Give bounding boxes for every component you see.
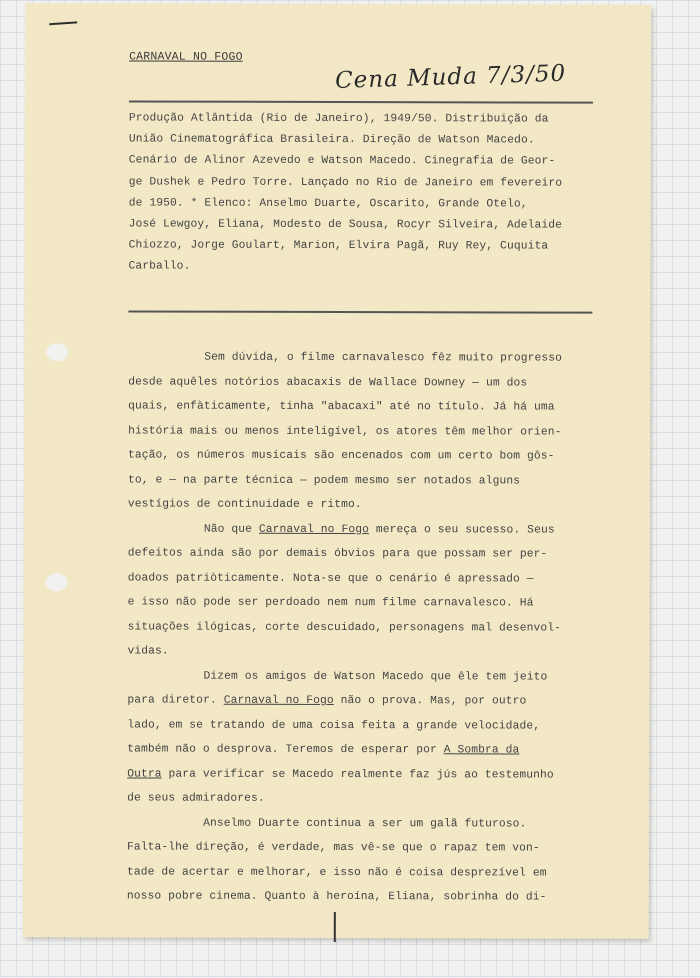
body-line: vidas. [127,645,169,658]
body-line: lado, em se tratando de uma coisa feita a grande velocidade, [127,718,541,733]
body-line: Dizem os amigos de Watson Macedo que êle tem jeito [203,670,548,684]
handwritten-note: Cena Muda 7/3/50 [334,60,567,95]
credits-line: Produção Atlântida (Rio de Janeiro), 1949/50. Distribuição da [128,112,549,126]
credits-line: Carballo. [128,260,191,274]
credits-line: União Cinematográfica Brasileira. Direção de Watson Macedo. [128,133,535,147]
top-rule [129,100,593,103]
text-span: também não o desprova. Teremos de esperar por [127,743,444,757]
body-line: história mais ou menos inteligível, os atores têm melhor orien- [128,424,562,439]
body-line: e isso não pode ser perdoado nem num filme carnavalesco. Há [127,596,534,610]
film-title-ref: Outra [127,767,162,781]
pen-mark [49,21,77,25]
film-title-ref: Carnaval no Fogo [258,523,369,536]
punch-hole-top [46,343,68,361]
body-line: desde aquêles notórios abacaxis de Wallace Downey — um dos [128,375,528,389]
punch-hole-bottom [46,573,68,591]
body-line [127,762,607,788]
body-line [128,517,608,543]
pen-stroke [334,912,336,942]
film-title-ref: Carnaval no Fogo [223,694,334,707]
paper-sheet [23,3,651,939]
bottom-rule [128,310,592,313]
review-body [127,345,608,910]
text-span: não o prova. Mas, por outro [333,694,527,708]
body-line: to, e — na parte técnica — podem mesmo ser notados alguns [127,473,521,487]
body-line: quais, enfàticamente, tinha "abacaxi" até no título. Já há uma [128,400,555,414]
document-title: CARNAVAL NO FOGO [129,50,243,64]
body-line [127,737,607,763]
body-line: de seus admiradores. [127,792,265,805]
body-line: tação, os números musicais são encenados com um certo bom gôs- [128,449,555,463]
body-line: tade de acertar e melhorar, e isso não é coisa desprezível em [126,865,547,880]
body-line: nosso pobre cinema. Quanto à heroína, Eliana, sobrinha do di- [126,890,547,904]
body-line: Falta-lhe direção, é verdade, mas vê-se que o rapaz tem von- [126,841,540,855]
body-line: situações ilógicas, corte descuidado, personagens mal desenvol- [127,620,562,635]
credits-line: de 1950. * Elenco: Anselmo Duarte, Oscarito, Grande Otelo, [128,197,528,211]
body-line: Sem dúvida, o filme carnavalesco fêz muito progresso [204,351,563,365]
film-title-ref: A Sombra da [443,744,520,757]
body-line: doados patriòticamente. Nota-se que o cenário é apressado — [127,571,534,586]
body-line: defeitos ainda são por demais óbvios para que possam ser per- [127,547,548,561]
body-line [127,688,607,714]
text-span: Não que [203,523,259,536]
text-span: mereça o seu sucesso. Seus [368,523,555,537]
credits-line: Cenário de Alinor Azevedo e Watson Macedo. Cinegrafia de Geor- [128,154,556,168]
text-span: para diretor. [127,694,224,707]
credits-line: José Lewgoy, Eliana, Modesto de Sousa, Rocyr Silveira, Adelaide [128,218,563,232]
credits-block [129,108,609,279]
credits-line: ge Dushek e Pedro Torre. Lançado no Rio de Janeiro em fevereiro [128,176,563,190]
body-line: Anselmo Duarte continua a ser um galã futuroso. [203,817,527,830]
credits-line: Chiozzo, Jorge Goulart, Marion, Elvira Pagã, Ruy Rey, Cuquita [128,239,549,253]
body-line: vestígios de continuidade e ritmo. [127,498,362,512]
text-span: para verificar se Macedo realmente faz jús ao testemunho [161,768,554,782]
